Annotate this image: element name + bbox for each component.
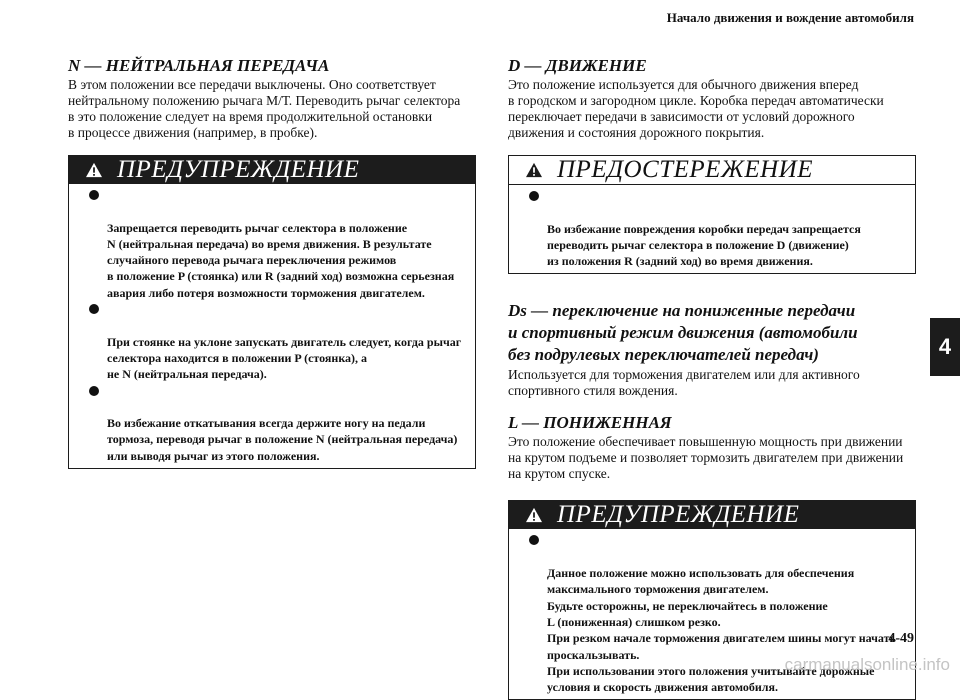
right-column: [508, 56, 916, 700]
warning-triangle-icon: [85, 162, 103, 178]
warning-triangle-icon: [525, 507, 543, 523]
ds-section-heading: Ds — переключение на пониженные передачи и спортивный режим движения (автомобили без подрулевых переключателей передач): [508, 301, 858, 365]
caution-header: [509, 156, 915, 185]
watermark[interactable]: carmanualsonline.info: [784, 655, 950, 674]
chapter-tab: 4: [930, 318, 960, 376]
warning-item: [89, 383, 465, 464]
warning-item-text: Запрещается переводить рычаг селектора в положение N (нейтральная передача) во время движения. В результате случайного перевода рычага переключения режимов в положение P (стоянка) или R (задний ход) возможна серьезная авария либо потеря возможности торможения двигателем.: [107, 220, 455, 300]
warning-header: [509, 501, 915, 529]
d-section-text: Это положение используется для обычного движения вперед в городском и загородном цикле. Коробка передач автоматически переключает передачи в зависимости от условий дорожного движения и состояния дорожного покрытия.: [508, 77, 884, 140]
d-section-heading: D — ДВИЖЕНИЕ: [508, 56, 647, 75]
warning-item: [89, 187, 465, 301]
caution-item-text: Во избежание повреждения коробки передач запрещается переводить рычаг селектора в положение D (движение) из положения R (задний ход) во время движения.: [547, 221, 861, 269]
warning-header: [69, 156, 475, 184]
warning-item: [89, 301, 465, 382]
warning-box-left: [68, 155, 476, 469]
bullet-dot-icon: [529, 191, 539, 201]
warning-triangle-icon: [525, 162, 543, 178]
warning-title: ПРЕДУПРЕЖДЕНИЕ: [557, 501, 800, 529]
running-head: Начало движения и вождение автомобиля: [666, 10, 914, 25]
l-section-text: Это положение обеспечивает повышенную мощность при движении на крутом подъеме и позволяет тормозить двигателем при движении на крутом спуске.: [508, 434, 904, 482]
l-section-heading: L — ПОНИЖЕННАЯ: [508, 413, 672, 433]
warning-item-text: Данное положение можно использовать для обеспечения максимального торможения двигателем. Будьте осторожны, не переключайтесь в положение L (пониженная) слишком резко. При резком начале торможения двигателем шины могут начать проскальзывать. При использовании этого положения учитывайте дорожные условия и скорость движения автомобиля.: [547, 566, 896, 695]
caution-box: [508, 155, 916, 274]
caution-item: [529, 188, 905, 269]
bullet-dot-icon: [89, 190, 99, 200]
warning-item-text: Во избежание откатывания всегда держите ногу на педали тормоза, переводя рычаг в положение N (нейтральная передача) или выводя рычаг из этого положения.: [107, 416, 458, 463]
bullet-dot-icon: [89, 386, 99, 396]
caution-title: ПРЕДОСТЕРЕЖЕНИЕ: [557, 156, 813, 183]
n-section-heading: N — НЕЙТРАЛЬНАЯ ПЕРЕДАЧА: [68, 56, 330, 75]
page-number: 4-49: [888, 631, 914, 646]
warning-item-text: При стоянке на уклоне запускать двигатель следует, когда рычаг селектора находится в положении P (стоянка), а не N (нейтральная передача).: [107, 334, 462, 382]
bullet-dot-icon: [89, 304, 99, 314]
left-column: [68, 56, 476, 469]
n-section-text: В этом положении все передачи выключены. Оно соответствует нейтральному положению рычага М/Т. Переводить рычаг селектора в это положение следует на время продолжительной остановки в процессе движения (например, в пробке).: [68, 77, 461, 140]
caution-body: [509, 185, 915, 273]
warning-title: ПРЕДУПРЕЖДЕНИЕ: [117, 156, 360, 183]
warning-body: [69, 184, 475, 468]
bullet-dot-icon: [529, 535, 539, 545]
ds-section-text: Используется для торможения двигателем или для активного спортивного стиля вождения.: [508, 367, 860, 399]
